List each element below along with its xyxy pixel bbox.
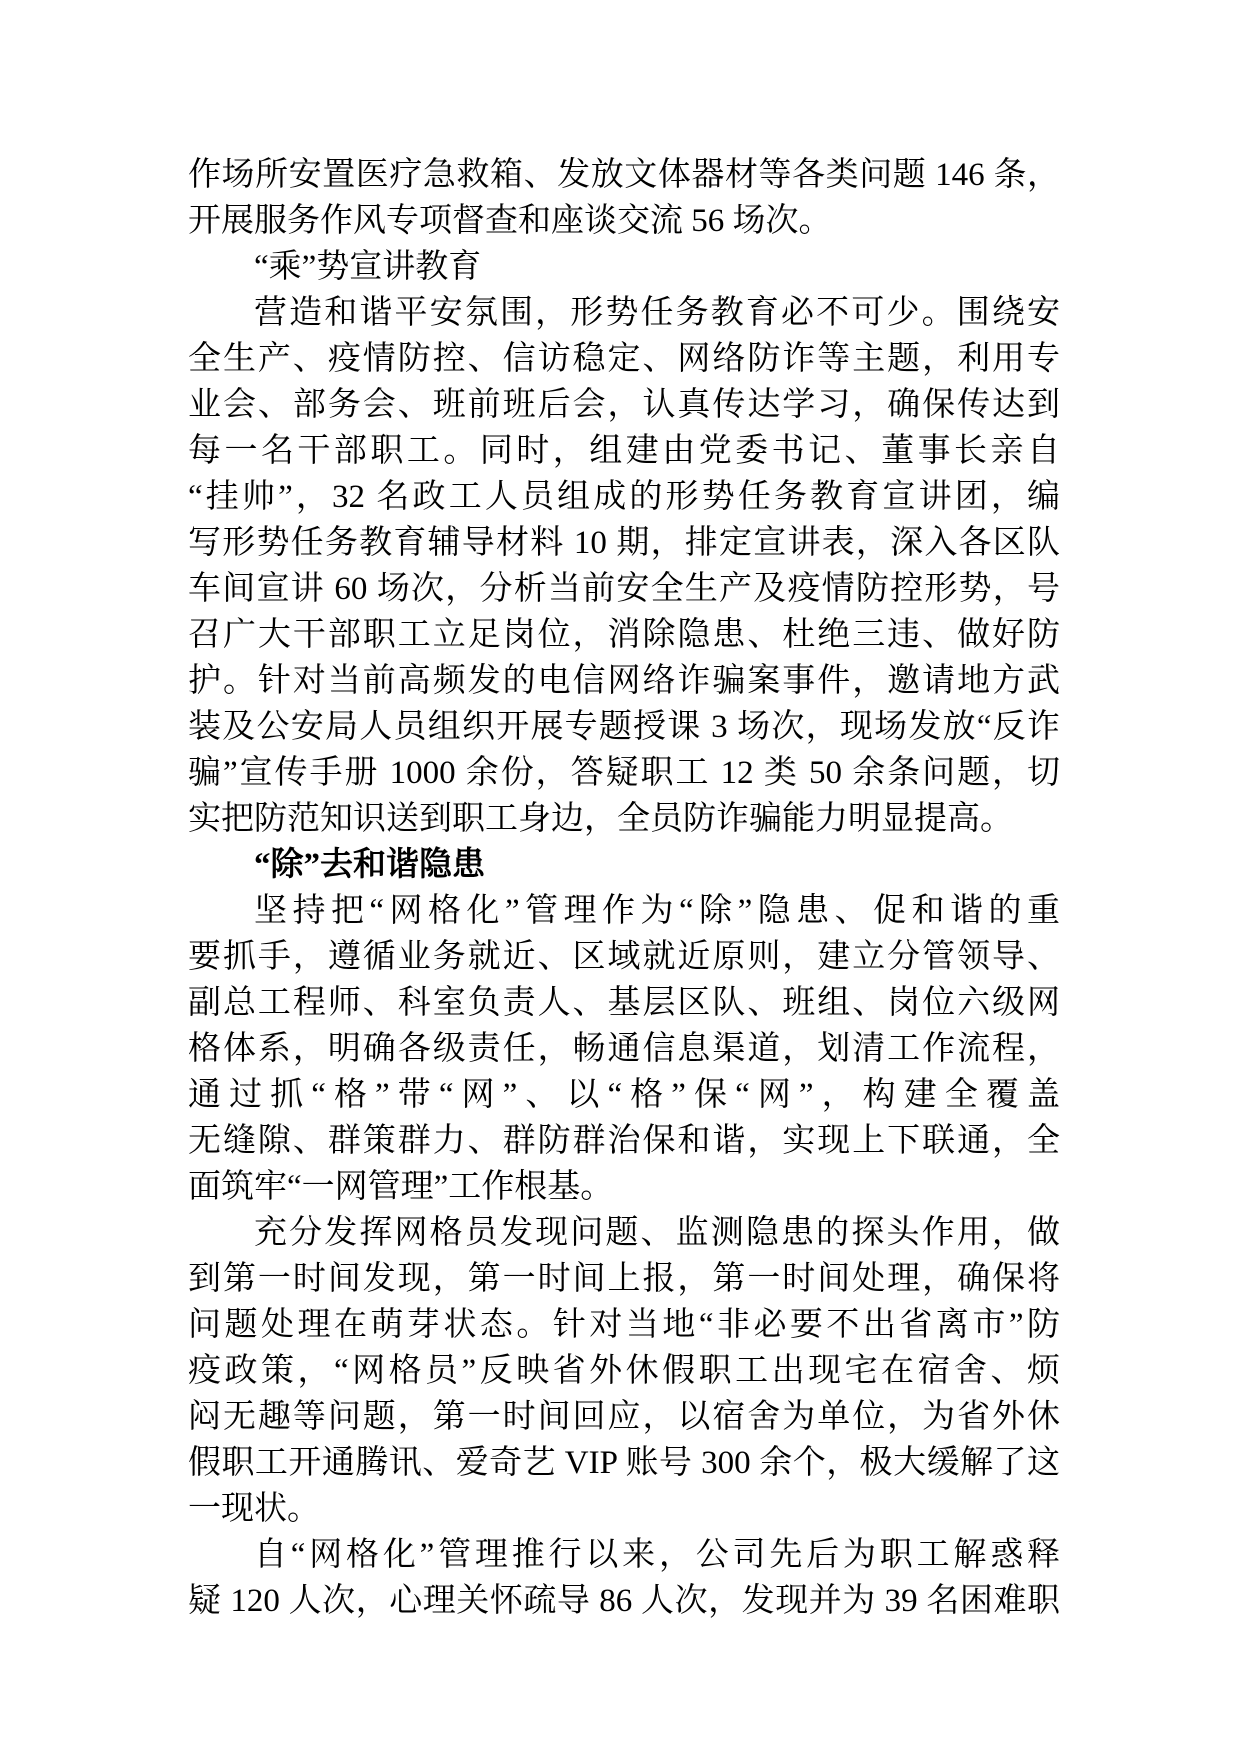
text-line: 实把防范知识送到职工身边，全员防诈骗能力明显提高。: [188, 801, 1013, 837]
text-line: 召广大干部职工立足岗位，消除隐患、杜绝三违、做好防: [188, 617, 1060, 653]
text-line: 装及公安局人员组织开展专题授课 3 场次，现场发放“反诈: [188, 709, 1060, 745]
paragraph: [188, 1532, 1060, 1624]
text-line: 坚持把“网格化”管理作为“除”隐患、促和谐的重: [254, 893, 1060, 929]
body-text: [188, 152, 1060, 1624]
continued-paragraph: [188, 152, 1060, 244]
text-line: 假职工开通腾讯、爱奇艺 VIP 账号 300 余个，极大缓解了这: [188, 1445, 1060, 1481]
paragraph: [188, 290, 1060, 842]
section-heading: “乘”势宣讲教育: [254, 249, 482, 285]
text-line: 疫政策，“网格员”反映省外休假职工出现宅在宿舍、烦: [188, 1353, 1060, 1389]
text-line: 车间宣讲 60 场次，分析当前安全生产及疫情防控形势，号: [188, 571, 1060, 607]
text-line: 要抓手，遵循业务就近、区域就近原则，建立分管领导、: [188, 939, 1060, 975]
text-line: “挂帅”，32 名政工人员组成的形势任务教育宣讲团，编: [188, 479, 1060, 515]
text-line: 全生产、疫情防控、信访稳定、网络防诈等主题，利用专: [188, 341, 1060, 377]
text-line: 护。针对当前高频发的电信网络诈骗案事件，邀请地方武: [188, 663, 1060, 699]
text-line: 写形势任务教育辅导材料 10 期，排定宣讲表，深入各区队: [188, 525, 1060, 561]
text-line: 无缝隙、群策群力、群防群治保和谐，实现上下联通，全: [188, 1123, 1060, 1159]
text-line: 副总工程师、科室负责人、基层区队、班组、岗位六级网: [188, 985, 1060, 1021]
text-line: 开展服务作风专项督查和座谈交流 56 场次。: [188, 203, 832, 239]
text-line: 通过抓“格”带“网”、以“格”保“网”，构建全覆盖: [188, 1077, 1060, 1113]
text-line: 到第一时间发现，第一时间上报，第一时间处理，确保将: [188, 1261, 1060, 1297]
text-line: 业会、部务会、班前班后会，认真传达学习，确保传达到: [188, 387, 1060, 423]
text-line: 每一名干部职工。同时，组建由党委书记、董事长亲自: [188, 433, 1060, 469]
text-line: 问题处理在萌芽状态。针对当地“非必要不出省离市”防: [188, 1307, 1060, 1343]
text-line: 营造和谐平安氛围，形势任务教育必不可少。围绕安: [254, 295, 1060, 331]
text-line: 一现状。: [188, 1491, 320, 1527]
section-heading: “除”去和谐隐患: [254, 847, 485, 883]
text-line: 疑 120 人次，心理关怀疏导 86 人次，发现并为 39 名困难职: [188, 1583, 1060, 1619]
text-line: 格体系，明确各级责任，畅通信息渠道，划清工作流程，: [188, 1031, 1060, 1067]
text-line: 面筑牢“一网管理”工作根基。: [188, 1169, 614, 1205]
text-line: 闷无趣等问题，第一时间回应，以宿舍为单位，为省外休: [188, 1399, 1060, 1435]
text-line: 自“网格化”管理推行以来，公司先后为职工解惑释: [254, 1537, 1060, 1573]
text-line: 作场所安置医疗急救箱、发放文体器材等各类问题 146 条，: [188, 157, 1060, 193]
paragraph: [188, 1210, 1060, 1532]
paragraph: [188, 888, 1060, 1210]
text-line: 骗”宣传手册 1000 余份，答疑职工 12 类 50 余条问题，切: [188, 755, 1060, 791]
text-line: 充分发挥网格员发现问题、监测隐患的探头作用，做: [254, 1215, 1060, 1251]
